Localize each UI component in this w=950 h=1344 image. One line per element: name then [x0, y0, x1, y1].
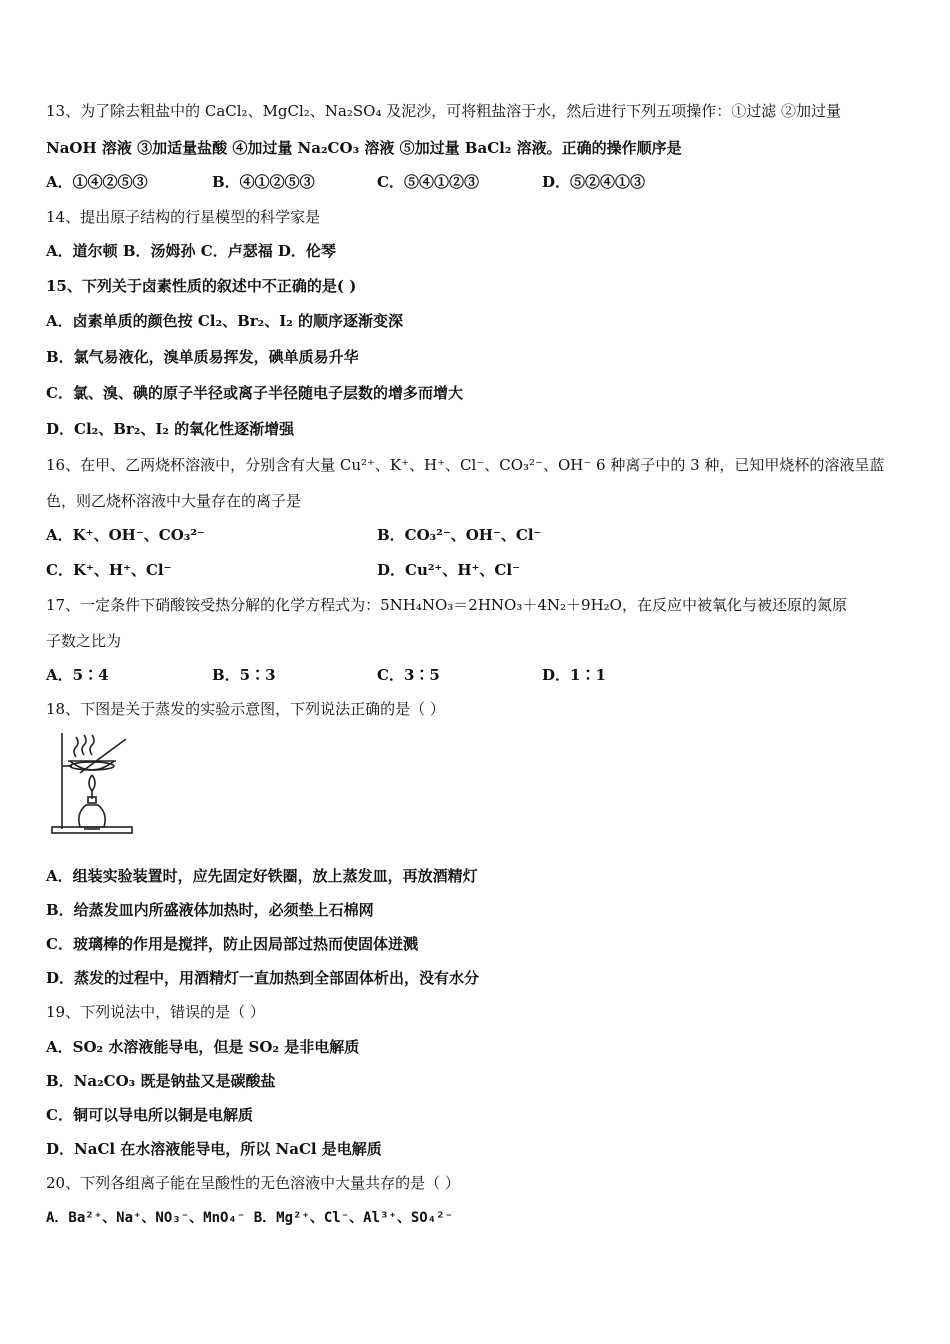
q18-option-c: C．玻璃棒的作用是搅拌，防止因局部过热而使固体迸溅 [46, 935, 418, 953]
q17-stem-line2: 子数之比为 [46, 632, 122, 650]
q15-option-b: B．氯气易液化，溴单质易挥发，碘单质易升华 [46, 348, 359, 366]
q18-option-d: D．蒸发的过程中，用酒精灯一直加热到全部固体析出，没有水分 [46, 969, 480, 987]
q16-option-b: B．CO₃²⁻、OH⁻、Cl⁻ [377, 526, 542, 544]
q17-option-d: D．1∶1 [542, 666, 606, 684]
q17-option-c: C．3∶5 [377, 666, 440, 684]
q19-option-c: C．铜可以导电所以铜是电解质 [46, 1106, 253, 1124]
q18-stem: 18、下图是关于蒸发的实验示意图，下列说法正确的是（ ） [46, 700, 445, 718]
evaporation-apparatus-icon [46, 729, 138, 837]
q19-option-b: B．Na₂CO₃ 既是钠盐又是碳酸盐 [46, 1072, 276, 1090]
q19-option-d: D．NaCl 在水溶液能导电，所以 NaCl 是电解质 [46, 1140, 382, 1158]
q13-option-a: A．①④②⑤③ [46, 173, 148, 191]
q15-option-a: A．卤素单质的颜色按 Cl₂、Br₂、I₂ 的顺序逐渐变深 [46, 312, 404, 330]
q15-option-d: D．Cl₂、Br₂、I₂ 的氧化性逐渐增强 [46, 420, 295, 438]
q13-option-d: D．⑤②④①③ [542, 173, 646, 191]
q14-stem: 14、提出原子结构的行星模型的科学家是 [46, 208, 321, 226]
q18-option-b: B．给蒸发皿内所盛液体加热时，必须垫上石棉网 [46, 901, 374, 919]
q17-stem-line1: 17、一定条件下硝酸铵受热分解的化学方程式为：5NH₄NO₃＝2HNO₃＋4N₂＋9H₂O，在反应中被氧化与被还原的氮原 [46, 596, 847, 614]
q16-option-a: A．K⁺、OH⁻、CO₃²⁻ [46, 526, 205, 544]
q13-stem-line1: 13、为了除去粗盐中的 CaCl₂、MgCl₂、Na₂SO₄ 及泥沙，可将粗盐溶于水，然后进行下列五项操作：①过滤 ②加过量 [46, 102, 842, 120]
q20-stem: 20、下列各组离子能在呈酸性的无色溶液中大量共存的是（ ） [46, 1174, 460, 1192]
q16-stem-line2: 色，则乙烧杯溶液中大量存在的离子是 [46, 492, 302, 510]
q15-option-c: C．氯、溴、碘的原子半径或离子半径随电子层数的增多而增大 [46, 384, 463, 402]
q13-option-b: B．④①②⑤③ [212, 173, 315, 191]
q13-stem-line2: NaOH 溶液 ③加适量盐酸 ④加过量 Na₂CO₃ 溶液 ⑤加过量 BaCl₂ 溶液。正确的操作顺序是 [46, 139, 682, 157]
q17-option-b: B．5∶3 [212, 666, 276, 684]
q19-option-a: A．SO₂ 水溶液能导电，但是 SO₂ 是非电解质 [46, 1038, 360, 1056]
q13-option-c: C．⑤④①②③ [377, 173, 479, 191]
q15-stem: 15、下列关于卤素性质的叙述中不正确的是( ) [46, 277, 357, 295]
q16-option-c: C．K⁺、H⁺、Cl⁻ [46, 561, 172, 579]
q18-option-a: A．组装实验装置时，应先固定好铁圈，放上蒸发皿，再放酒精灯 [46, 867, 478, 885]
q19-stem: 19、下列说法中，错误的是（ ） [46, 1003, 265, 1021]
q17-option-a: A．5∶4 [46, 666, 109, 684]
q16-stem-line1: 16、在甲、乙两烧杯溶液中，分别含有大量 Cu²⁺、K⁺、H⁺、Cl⁻、CO₃²⁻、OH⁻ 6 种离子中的 3 种，已知甲烧杯的溶液呈蓝 [46, 456, 885, 474]
q16-option-d: D．Cu²⁺、H⁺、Cl⁻ [377, 561, 520, 579]
q14-options: A．道尔顿 B．汤姆孙 C．卢瑟福 D．伦琴 [46, 242, 336, 260]
q20-options: A．Ba²⁺、Na⁺、NO₃⁻、MnO₄⁻ B．Mg²⁺、Cl⁻、Al³⁺、SO₄²⁻ [46, 1210, 454, 1226]
